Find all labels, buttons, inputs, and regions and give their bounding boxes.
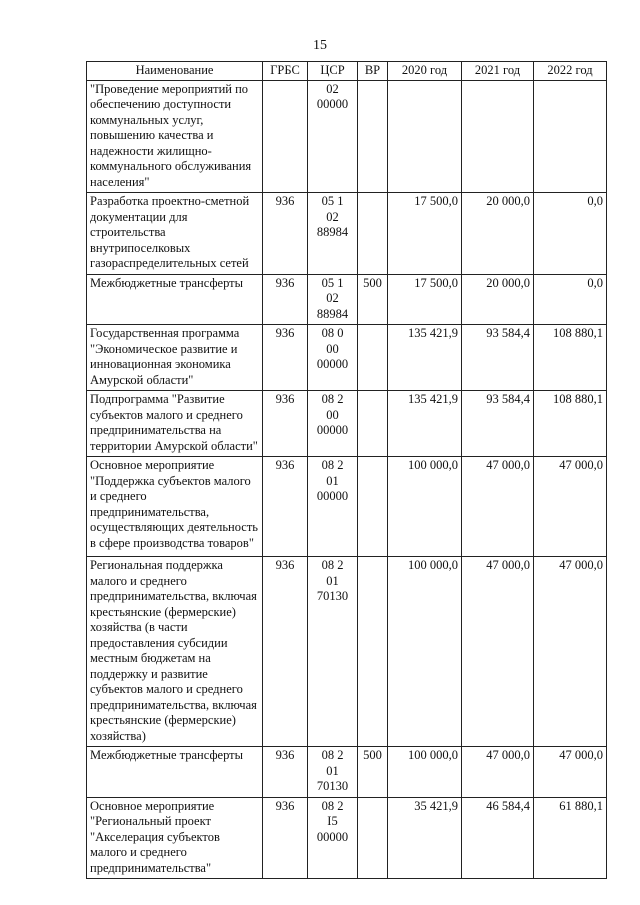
cell-2020: 17 500,0	[388, 193, 462, 275]
cell-csr	[308, 193, 358, 275]
cell-vr	[358, 391, 388, 457]
header-2022: 2022 год	[534, 62, 607, 81]
cell-2021: 47 000,0	[462, 557, 534, 747]
csr-part: 00000	[316, 489, 349, 503]
cell-2020: 35 421,9	[388, 797, 462, 879]
cell-name: Основное мероприятие "Поддержка субъектов малого и среднего предпринимательства, осуществляющих деятельность в сфере производства товаров"	[87, 457, 263, 557]
cell-csr	[308, 274, 358, 325]
cell-vr	[358, 797, 388, 879]
cell-2022: 0,0	[534, 193, 607, 275]
table-row	[87, 193, 607, 275]
cell-2022: 47 000,0	[534, 457, 607, 557]
cell-2020	[388, 80, 462, 193]
csr-part: 70130	[316, 779, 349, 793]
cell-grbs: 936	[263, 193, 308, 275]
table-row	[87, 457, 607, 557]
csr-part: 00000	[316, 423, 349, 437]
csr-part: 00000	[316, 97, 349, 111]
cell-name: Региональная поддержка малого и среднего предпринимательства, включая крестьянские (фермерские) хозяйства (в части предоставления субсидии местным бюджетам на поддержку и развитие субъектов малого и среднего предпринимательства, включая крестьянские (фермерские) хозяйства)	[87, 557, 263, 747]
csr-part: 01	[326, 473, 339, 488]
cell-grbs: 936	[263, 457, 308, 557]
cell-vr	[358, 457, 388, 557]
cell-csr	[308, 80, 358, 193]
cell-2021: 93 584,4	[462, 325, 534, 391]
cell-csr	[308, 391, 358, 457]
cell-2020: 135 421,9	[388, 325, 462, 391]
header-vr: ВР	[358, 62, 388, 81]
cell-2022: 108 880,1	[534, 325, 607, 391]
cell-csr	[308, 325, 358, 391]
table-row	[87, 747, 607, 798]
header-name: Наименование	[87, 62, 263, 81]
page-number: 15	[313, 38, 327, 53]
cell-2021: 47 000,0	[462, 457, 534, 557]
cell-name: Основное мероприятие "Региональный проект "Акселерация субъектов малого и среднего предпринимательства"	[87, 797, 263, 879]
csr-part: 08 2	[321, 558, 344, 572]
csr-part: 00	[326, 407, 339, 422]
csr-part: 08 2	[321, 798, 344, 813]
cell-2021: 47 000,0	[462, 747, 534, 798]
header-2021: 2021 год	[462, 62, 534, 81]
csr-part: 01	[326, 763, 339, 778]
csr-part: 02	[326, 209, 339, 224]
table-row	[87, 391, 607, 457]
cell-grbs: 936	[263, 391, 308, 457]
table-row	[87, 80, 607, 193]
csr-part: 02	[326, 81, 339, 96]
cell-grbs: 936	[263, 797, 308, 879]
cell-2020: 100 000,0	[388, 557, 462, 747]
csr-part: 08 2	[321, 458, 344, 472]
csr-part: 08 2	[321, 392, 344, 406]
cell-name: Межбюджетные трансферты	[87, 274, 263, 325]
cell-grbs	[263, 80, 308, 193]
cell-csr	[308, 457, 358, 557]
cell-name: Разработка проектно-сметной документации для строительства внутрипоселковых газораспределительных сетей	[87, 193, 263, 275]
cell-vr: 500	[358, 747, 388, 798]
table-header-row	[87, 62, 607, 81]
csr-part: 70130	[316, 589, 349, 603]
csr-part: 00000	[316, 357, 349, 371]
cell-2022: 108 880,1	[534, 391, 607, 457]
cell-vr: 500	[358, 274, 388, 325]
cell-2021: 20 000,0	[462, 193, 534, 275]
header-grbs: ГРБС	[263, 62, 308, 81]
cell-csr	[308, 557, 358, 747]
budget-table	[86, 61, 607, 879]
csr-part: 01	[326, 573, 339, 588]
cell-vr	[358, 557, 388, 747]
cell-2022: 47 000,0	[534, 747, 607, 798]
csr-part: I5	[327, 814, 338, 828]
cell-2020: 100 000,0	[388, 747, 462, 798]
cell-grbs: 936	[263, 747, 308, 798]
cell-2020: 17 500,0	[388, 274, 462, 325]
cell-csr	[308, 797, 358, 879]
csr-part: 00	[326, 341, 339, 356]
csr-part: 00000	[316, 829, 349, 844]
cell-name: "Проведение мероприятий по обеспечению доступности коммунальных услуг, повышению качества и надежности жилищно-коммунального обслуживания населения"	[87, 80, 263, 193]
csr-part: 88984	[316, 306, 349, 321]
csr-part: 88984	[316, 225, 349, 239]
cell-2020: 135 421,9	[388, 391, 462, 457]
cell-name: Государственная программа "Экономическое развитие и инновационная экономика Амурской области"	[87, 325, 263, 391]
header-2020: 2020 год	[388, 62, 462, 81]
cell-2021: 93 584,4	[462, 391, 534, 457]
table-row	[87, 274, 607, 325]
csr-part: 08 2	[321, 748, 344, 762]
header-csr: ЦСР	[308, 62, 358, 81]
table-row	[87, 325, 607, 391]
csr-part: 05 1	[321, 275, 344, 290]
cell-2020: 100 000,0	[388, 457, 462, 557]
cell-2022: 0,0	[534, 274, 607, 325]
cell-name: Подпрограмма "Развитие субъектов малого и среднего предпринимательства на территории Амурской области"	[87, 391, 263, 457]
csr-part: 08 0	[321, 326, 344, 340]
cell-grbs: 936	[263, 325, 308, 391]
cell-csr	[308, 747, 358, 798]
csr-part: 02	[326, 291, 339, 305]
cell-name: Межбюджетные трансферты	[87, 747, 263, 798]
cell-2021: 20 000,0	[462, 274, 534, 325]
table-row	[87, 557, 607, 747]
cell-2021: 46 584,4	[462, 797, 534, 879]
cell-2022: 47 000,0	[534, 557, 607, 747]
cell-vr	[358, 80, 388, 193]
cell-vr	[358, 193, 388, 275]
cell-grbs: 936	[263, 557, 308, 747]
cell-2021	[462, 80, 534, 193]
cell-grbs: 936	[263, 274, 308, 325]
cell-vr	[358, 325, 388, 391]
table-row	[87, 797, 607, 879]
csr-part: 05 1	[321, 194, 344, 208]
cell-2022: 61 880,1	[534, 797, 607, 879]
cell-2022	[534, 80, 607, 193]
